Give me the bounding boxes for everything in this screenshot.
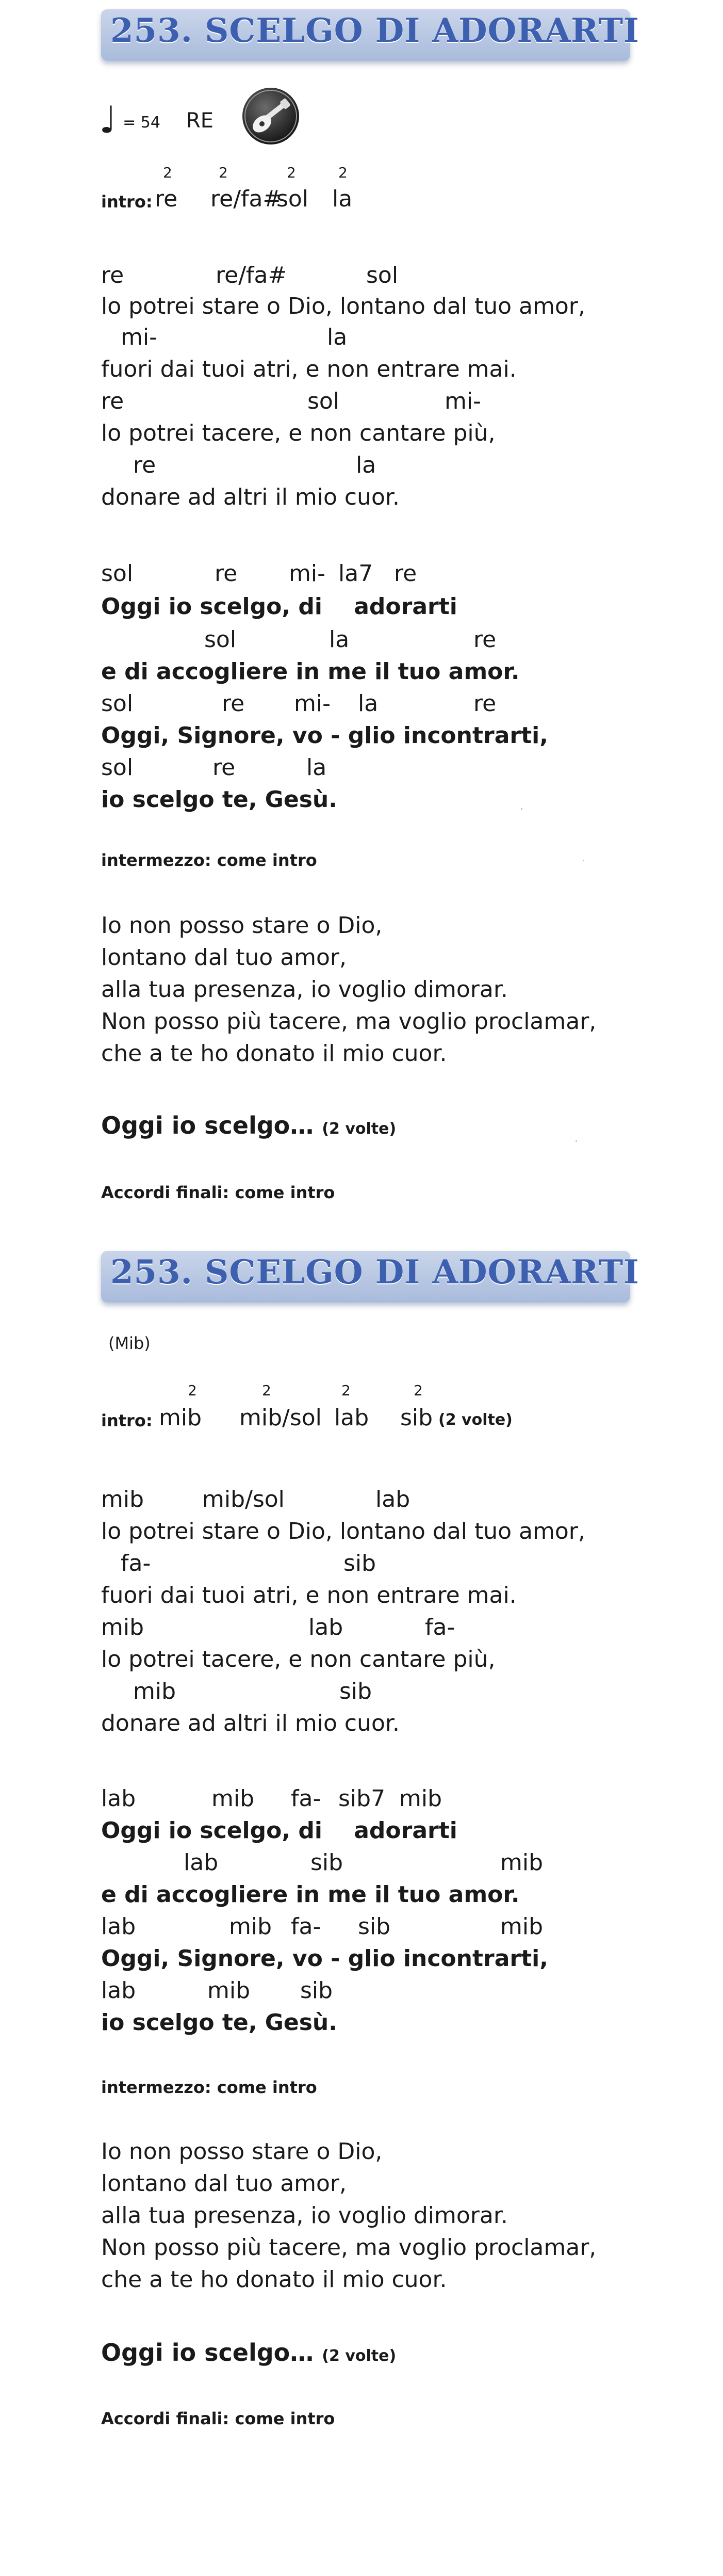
beat-mark: 2	[262, 1382, 271, 1399]
quarter-note-icon: ♩	[99, 98, 117, 141]
chord: lab	[334, 1405, 369, 1431]
chorus-line: Oggi io scelgo, di adorarti	[101, 1817, 457, 1844]
scan-speck	[576, 1140, 577, 1142]
chorus-line: e di accogliere in me il tuo amor.	[101, 658, 520, 685]
chord: mib	[133, 1678, 176, 1704]
chord: re/fa#	[210, 186, 282, 212]
title-bar	[101, 1251, 639, 1302]
chord: mib	[211, 1785, 255, 1812]
chord-line	[101, 1785, 668, 1812]
lyric-line: donare ad altri il mio cuor.	[101, 1710, 400, 1736]
chord-line	[101, 626, 668, 653]
ending-text: Oggi io scelgo…	[101, 2339, 314, 2366]
chord: mib/sol	[202, 1486, 285, 1512]
lyric-line: lo potrei tacere, e non cantare più,	[101, 1646, 496, 1672]
chord: re	[212, 754, 236, 781]
chord: lab	[101, 1977, 136, 2004]
chorus-line: Oggi io scelgo, di adorarti	[101, 593, 457, 620]
chord: re	[394, 560, 417, 587]
chord: sib	[358, 1913, 391, 1940]
chord: sol	[101, 560, 134, 587]
chord: sol	[204, 626, 237, 653]
key-label: RE	[186, 109, 214, 133]
chord: sol	[276, 186, 309, 212]
title-bar	[101, 9, 639, 61]
chord: la	[332, 186, 353, 212]
chord: mib	[159, 1405, 202, 1431]
chord: sib	[400, 1405, 433, 1431]
chord: lab	[184, 1849, 219, 1876]
chord: mi-	[445, 388, 481, 414]
chord: re	[155, 186, 178, 212]
beat-mark: 2	[287, 164, 296, 181]
chord: mib	[101, 1614, 144, 1640]
lyric-line: Non posso più tacere, ma voglio proclamar,	[101, 2234, 597, 2261]
lyric-line: che a te ho donato il mio cuor.	[101, 1040, 447, 1067]
repeat-note: (2 volte)	[438, 1411, 513, 1429]
chord: re	[133, 452, 156, 478]
beat-mark: 2	[219, 164, 228, 181]
chord: mib	[399, 1785, 442, 1812]
chord-line	[101, 690, 668, 717]
chord: sib	[339, 1678, 372, 1704]
chord: mi-	[294, 690, 331, 717]
tempo-marking	[99, 98, 213, 141]
tempo-value: = 54	[123, 114, 160, 132]
chord: mib	[207, 1977, 251, 2004]
chord: sol	[307, 388, 340, 414]
chord-line	[101, 560, 668, 587]
intermezzo-label: intermezzo: come intro	[101, 2078, 317, 2097]
lyric-line: lo potrei tacere, e non cantare più,	[101, 420, 496, 446]
chord: sib	[343, 1550, 376, 1576]
chorus-line: io scelgo te, Gesù.	[101, 2009, 337, 2036]
chord: la	[358, 690, 379, 717]
scan-speck	[583, 860, 584, 861]
ending-line	[101, 1112, 396, 1139]
chord: fa-	[291, 1913, 321, 1940]
chord: sib	[300, 1977, 333, 2004]
intro-line	[101, 186, 668, 212]
lyric-line: fuori dai tuoi atri, e non entrare mai.	[101, 356, 517, 382]
chord-line	[101, 1550, 668, 1576]
intro-beats	[101, 1382, 668, 1403]
beat-mark: 2	[163, 164, 172, 181]
chord: re	[473, 626, 497, 653]
beat-mark: 2	[341, 1382, 351, 1399]
lyric-line: alla tua presenza, io voglio dimorar.	[101, 2202, 508, 2229]
repeat-note: (2 volte)	[322, 2347, 397, 2365]
lyric-line: lontano dal tuo amor,	[101, 2170, 347, 2197]
chord: la	[329, 626, 350, 653]
chord: re	[101, 388, 124, 414]
lyric-line: lo potrei stare o Dio, lontano dal tuo amor,	[101, 293, 585, 319]
chord: lab	[375, 1486, 410, 1512]
chord: re	[215, 560, 238, 587]
final-chords-label: Accordi finali: come intro	[101, 1183, 335, 1202]
chord: fa-	[121, 1550, 151, 1576]
chord-line	[101, 754, 668, 781]
lyric-line: fuori dai tuoi atri, e non entrare mai.	[101, 1582, 517, 1608]
chord: lab	[101, 1785, 136, 1812]
lyric-line: che a te ho donato il mio cuor.	[101, 2266, 447, 2293]
chord: la	[327, 324, 348, 350]
chord-line	[101, 1913, 668, 1940]
intro-line	[101, 1405, 668, 1431]
chord: lab	[101, 1913, 136, 1940]
chord-line	[101, 452, 668, 478]
chord: lab	[308, 1614, 343, 1640]
chord-line	[101, 1486, 668, 1512]
scan-speck	[521, 808, 522, 810]
chord: mib	[500, 1849, 544, 1876]
chord: mib	[229, 1913, 272, 1940]
lyric-line: Io non posso stare o Dio,	[101, 912, 383, 939]
song-title: 253. SCELGO DI ADORARTI	[110, 1253, 639, 1292]
chord: re	[101, 262, 124, 288]
beat-mark: 2	[188, 1382, 197, 1399]
chord: mi-	[289, 560, 325, 587]
beat-mark: 2	[338, 164, 348, 181]
guitar-icon	[242, 88, 299, 144]
intro-label: intro:	[101, 192, 153, 212]
chord: re	[222, 690, 245, 717]
lyric-line: donare ad altri il mio cuor.	[101, 484, 400, 510]
intro-beats	[101, 164, 668, 185]
lyric-line: Io non posso stare o Dio,	[101, 2138, 383, 2165]
chord: la	[356, 452, 376, 478]
chord-line	[101, 262, 668, 288]
chorus-line: io scelgo te, Gesù.	[101, 786, 337, 813]
lyric-line: lo potrei stare o Dio, lontano dal tuo amor,	[101, 1518, 585, 1544]
ending-text: Oggi io scelgo…	[101, 1112, 314, 1139]
chord: mi-	[121, 324, 157, 350]
chord: fa-	[291, 1785, 321, 1812]
intermezzo-label: intermezzo: come intro	[101, 850, 317, 870]
chord: la7	[338, 560, 373, 587]
chord-line	[101, 1849, 668, 1876]
intro-label: intro:	[101, 1411, 153, 1430]
chord: mib	[500, 1913, 544, 1940]
song-title: 253. SCELGO DI ADORARTI	[110, 11, 639, 50]
ending-line	[101, 2339, 396, 2366]
chord: re/fa#	[216, 262, 287, 288]
chord-line	[101, 1977, 668, 2004]
chord: sib7	[338, 1785, 386, 1812]
chord: sol	[366, 262, 399, 288]
chorus-line: Oggi, Signore, vo - glio incontrarti,	[101, 722, 548, 749]
chord: la	[306, 754, 327, 781]
key-label: (Mib)	[108, 1333, 151, 1353]
chord: sol	[101, 754, 134, 781]
chord-line	[101, 1614, 668, 1640]
chord: mib	[101, 1486, 144, 1512]
chord: mib/sol	[239, 1405, 322, 1431]
repeat-note: (2 volte)	[322, 1120, 397, 1138]
chord: fa-	[425, 1614, 455, 1640]
lyric-line: Non posso più tacere, ma voglio proclamar,	[101, 1008, 597, 1035]
lyric-line: lontano dal tuo amor,	[101, 944, 347, 971]
chord: sib	[310, 1849, 343, 1876]
beat-mark: 2	[414, 1382, 423, 1399]
final-chords-label: Accordi finali: come intro	[101, 2409, 335, 2428]
chord-line	[101, 388, 668, 414]
chord: sol	[101, 690, 134, 717]
chord-line	[101, 1678, 668, 1704]
chord-line	[101, 324, 668, 350]
chorus-line: e di accogliere in me il tuo amor.	[101, 1881, 520, 1908]
chorus-line: Oggi, Signore, vo - glio incontrarti,	[101, 1945, 548, 1972]
chord: re	[473, 690, 497, 717]
lyric-line: alla tua presenza, io voglio dimorar.	[101, 976, 508, 1003]
